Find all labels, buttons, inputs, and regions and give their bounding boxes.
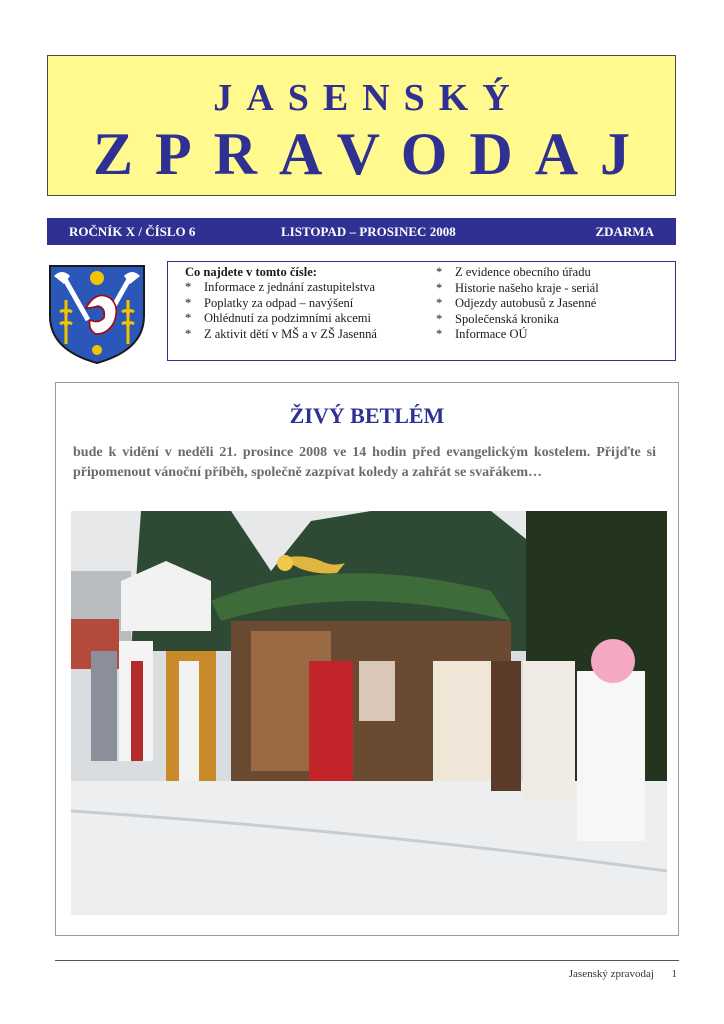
issue-date: LISTOPAD – PROSINEC 2008 bbox=[281, 224, 456, 239]
toc-item: * Informace OÚ bbox=[436, 327, 528, 341]
toc-right-column bbox=[436, 265, 599, 343]
masthead-title-line1: JASENSKÝ bbox=[213, 77, 524, 119]
toc-item: * Poplatky za odpad – navýšení bbox=[185, 295, 354, 310]
toc-item: * Ohlédnutí za podzimními akcemi bbox=[185, 311, 371, 325]
article-lead: bude k vidění v neděli 21. prosince 2008 ve 14 hodin před evangelickým kostelem. Přijďte si připomenout vánoční příběh, společně zazpívat koledy a zahřát se svařákem… bbox=[73, 445, 656, 480]
page-number: 1 bbox=[671, 968, 677, 980]
footer-title: Jasenský zpravodaj bbox=[568, 968, 654, 980]
issue-price: ZDARMA bbox=[595, 224, 654, 239]
issue-bar bbox=[47, 218, 676, 245]
footer-divider bbox=[55, 960, 679, 961]
masthead-title-line2: ZPRAVODAJ bbox=[92, 121, 653, 187]
toc-item: * Odjezdy autobusů z Jasenné bbox=[436, 296, 597, 310]
coat-of-arms-icon bbox=[48, 264, 146, 365]
article-title: ŽIVÝ BETLÉM bbox=[289, 403, 445, 428]
page-footer bbox=[569, 968, 677, 980]
article-box bbox=[55, 382, 679, 936]
toc-item: * Společenská kronika bbox=[436, 311, 559, 326]
toc-item: * Z evidence obecního úřadu bbox=[436, 265, 591, 279]
table-of-contents bbox=[167, 261, 676, 361]
nativity-scene-photo bbox=[71, 511, 667, 915]
toc-title: Co najdete v tomto čísle: bbox=[185, 265, 317, 279]
toc-left-column bbox=[185, 280, 377, 342]
toc-item: * Historie našeho kraje - seriál bbox=[436, 280, 599, 295]
toc-item: * Z aktivit dětí v MŠ a v ZŠ Jasenná bbox=[185, 326, 377, 341]
toc-item: * Informace z jednání zastupitelstva bbox=[185, 280, 376, 294]
masthead bbox=[47, 55, 676, 196]
issue-volume: ROČNÍK X / ČÍSLO 6 bbox=[69, 224, 196, 239]
